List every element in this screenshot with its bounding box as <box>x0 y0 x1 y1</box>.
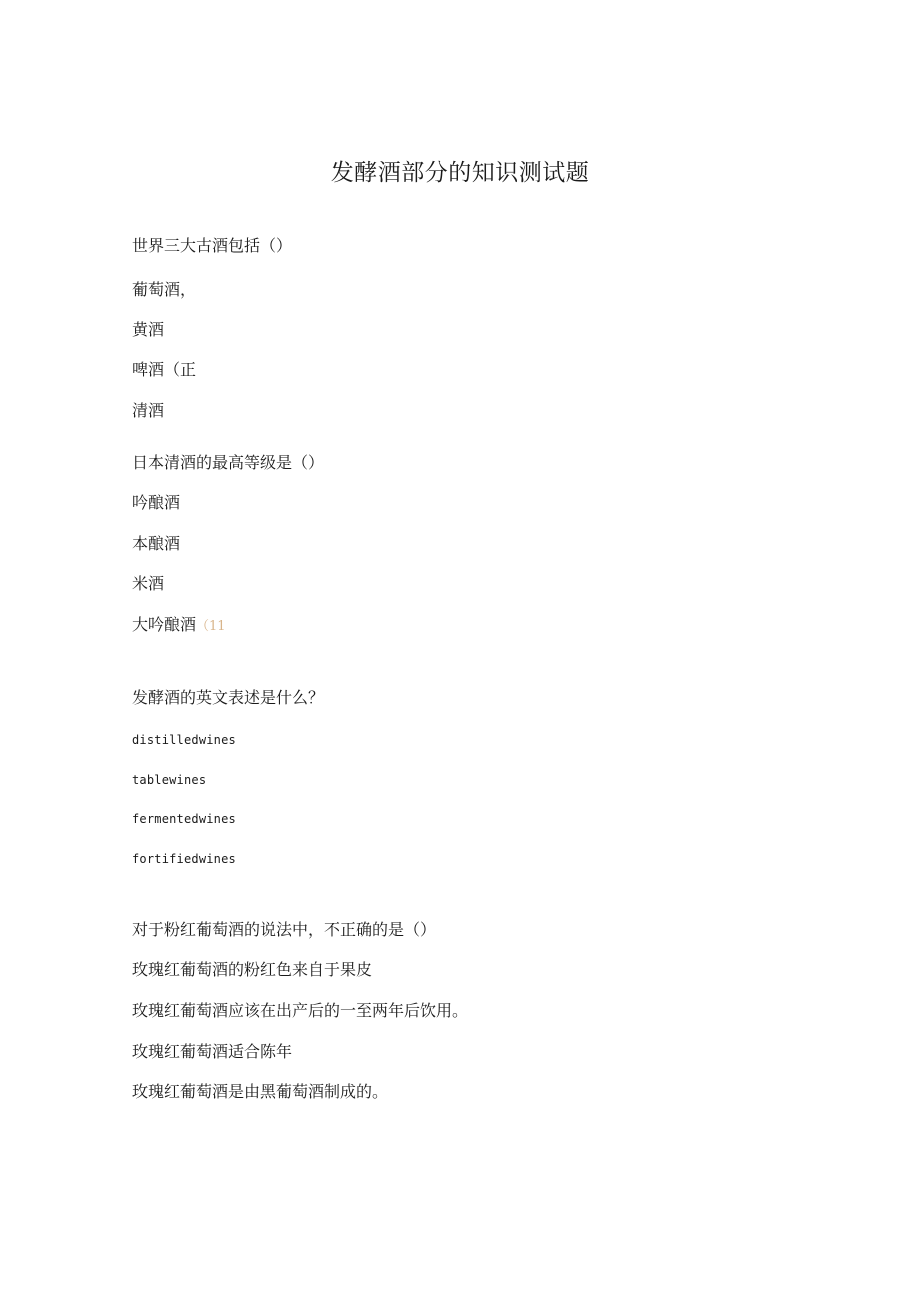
question-1-option-d: 清酒 <box>132 401 165 420</box>
question-2-option-d: 大吟酿酒 <box>132 615 197 634</box>
question-4-stem: 对于粉红葡萄酒的说法中，不正确的是（） <box>132 920 437 939</box>
question-3-option-c: fermentedwines <box>132 812 236 826</box>
question-4-option-b: 玫瑰红葡萄酒应该在出产后的一至两年后饮用。 <box>132 1001 469 1020</box>
page-title: 发酵酒部分的知识测试题 <box>330 160 590 186</box>
faded-mark: （11 <box>196 619 226 634</box>
question-2-option-d-row <box>132 614 226 638</box>
question-2-option-a: 吟酿酒 <box>132 493 181 512</box>
question-1-option-c: 啤酒（正 <box>132 360 197 379</box>
question-1-stem: 世界三大古酒包括（） <box>132 236 293 255</box>
question-2-option-c: 米酒 <box>132 574 165 593</box>
question-2-stem: 日本清酒的最高等级是（） <box>132 453 325 472</box>
question-3-option-a: distilledwines <box>132 733 236 747</box>
question-3-option-d: fortifiedwines <box>132 852 236 866</box>
question-4-option-d: 玫瑰红葡萄酒是由黑葡萄酒制成的。 <box>132 1082 389 1101</box>
question-2-option-b: 本酿酒 <box>132 534 181 553</box>
question-4-option-a: 玫瑰红葡萄酒的粉红色来自于果皮 <box>132 960 373 979</box>
question-4-option-c: 玫瑰红葡萄酒适合陈年 <box>132 1042 293 1061</box>
question-1-option-a: 葡萄酒， <box>132 280 197 299</box>
question-3-stem: 发酵酒的英文表述是什么？ <box>132 688 325 707</box>
question-1-option-b: 黄酒 <box>132 320 165 339</box>
question-3-option-b: tablewines <box>132 773 207 787</box>
